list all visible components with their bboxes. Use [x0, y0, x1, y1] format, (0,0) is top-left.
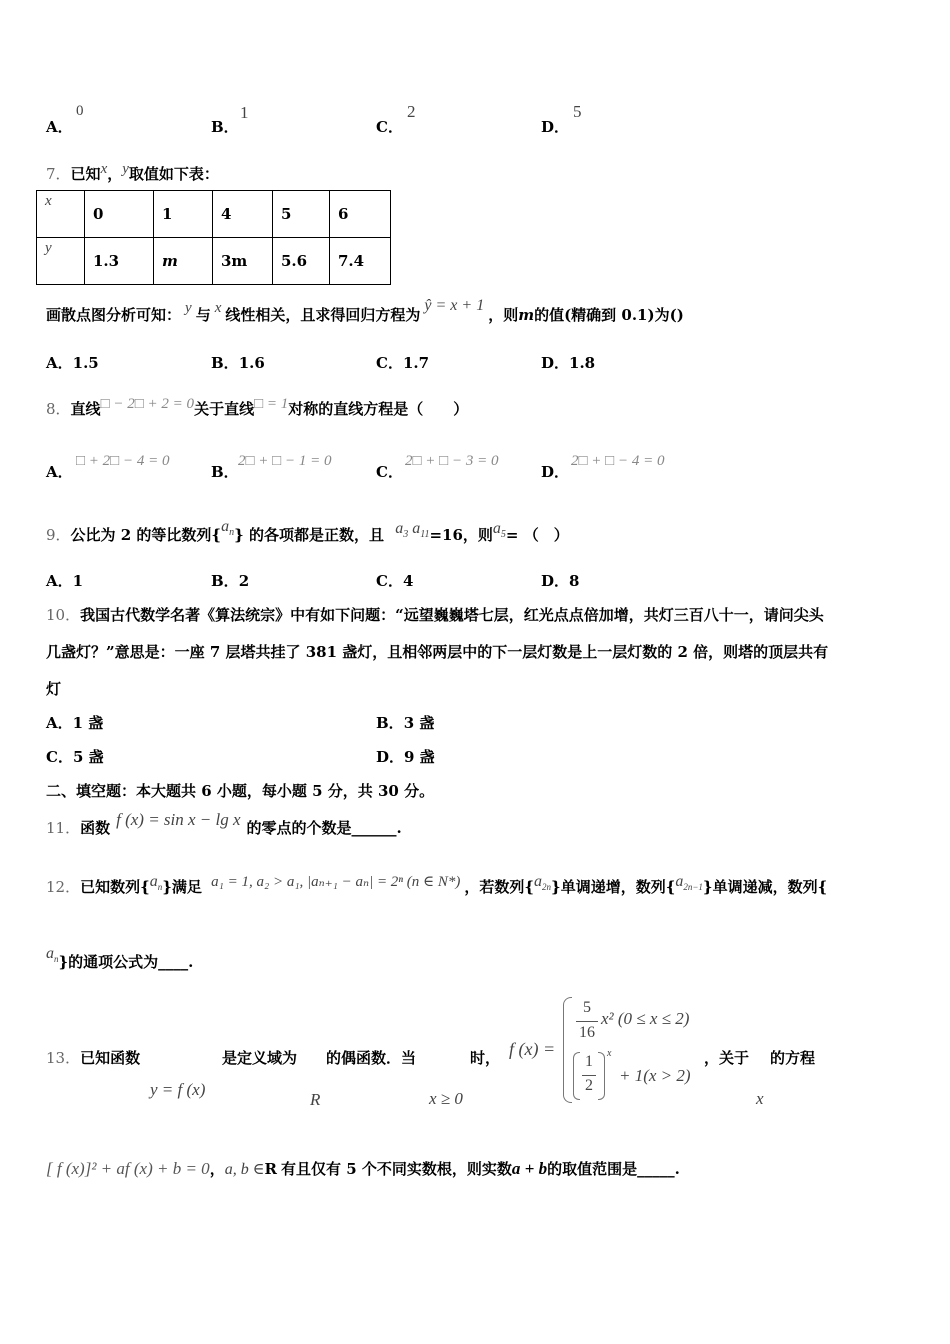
q10-line2: 几盏灯？”意思是：一座 7 层塔共挂了 381 盏灯，且相邻两层中的下一层灯数是上一层灯数的 2 倍，则塔的顶层共有	[46, 643, 829, 661]
table-header-y: y	[37, 238, 85, 285]
q13-var: x	[756, 1089, 764, 1108]
piece2-fraction-bar	[582, 1075, 596, 1076]
q8-option-b: B．	[211, 463, 239, 481]
table-cell: 5	[273, 191, 330, 238]
q8-line1-equation: □ − 2□ + 2 = 0	[100, 396, 195, 412]
piece1-fraction-bar	[576, 1021, 598, 1022]
q6-option-d: D．	[541, 118, 570, 136]
q8-option-d: D．	[541, 463, 570, 481]
q10-option-b: B．3 盏	[376, 714, 435, 732]
table-cell: 4	[213, 191, 273, 238]
q10-option-a: A．1 盏	[46, 714, 104, 732]
table-cell: 7.4	[330, 238, 391, 285]
q10-option-d: D．9 盏	[376, 748, 435, 766]
q9-option-d: D．8	[541, 572, 580, 590]
piece2-rest: + 1(x > 2)	[619, 1066, 691, 1085]
q7-option-b: B．1.6	[211, 354, 265, 372]
q9-stem: 9．公比为 2 的等比数列$\{a_n\}$ 的各项都是正数，且 $a_3$ $a_{11}=16$，则$a_5=$ （ ）	[46, 518, 569, 544]
table-cell: 1.3	[85, 238, 154, 285]
q13-text-b: 是定义域为	[222, 1049, 298, 1067]
regression-equation: ŷ = x + 1	[424, 297, 485, 314]
q13-condition: x ≥ 0	[429, 1089, 463, 1108]
q11-function: f (x) = sin x − lg x	[116, 810, 241, 829]
piece2-paren-left	[573, 1052, 580, 1100]
q8-option-a: A．	[46, 463, 73, 481]
table-cell: m	[154, 238, 213, 285]
q13-text-f: 的方程	[770, 1049, 816, 1067]
q13-function: y = f (x)	[150, 1080, 206, 1099]
q8-line2-equation: □ = 1	[254, 396, 289, 412]
piecewise-brace	[563, 997, 572, 1103]
q9-option-a: A．1	[46, 572, 84, 590]
q6-option-b: B．	[211, 118, 239, 136]
q7-table	[36, 190, 391, 285]
q13-piecewise-lhs: f (x) =	[509, 1039, 556, 1059]
q13-text-e: ，关于	[704, 1049, 750, 1067]
q12-line2: $a_n$}的通项公式为____.	[46, 945, 194, 971]
q12-condition: a₁ = 1, a₂ > a₁, |aₙ₊₁ − aₙ| = 2ⁿ (n ∈ N*)	[211, 874, 461, 890]
q7-stem: 7．已知x，y取值如下表：	[46, 161, 219, 183]
q7-option-c: C．1.7	[376, 354, 430, 372]
q10-option-c: C．5 盏	[46, 748, 104, 766]
table-cell: 1	[154, 191, 213, 238]
piece1-numerator: 5	[583, 999, 591, 1016]
table-cell: 0	[85, 191, 154, 238]
piece2-denominator: 2	[585, 1077, 593, 1094]
table-header-x: x	[37, 191, 85, 238]
q7-regression-line: 画散点图分析可知： y 与 x 线性相关，且求得回归方程为ŷ = x + 1，则m的值(精确到 0.1)为()	[46, 297, 684, 324]
q6-option-c-value: 2	[407, 102, 416, 121]
q8-option-c-value: 2□ + □ − 3 = 0	[405, 453, 499, 469]
piece1-expression: x² (0 ≤ x ≤ 2)	[601, 1009, 690, 1028]
q7-option-a: A．1.5	[46, 354, 99, 372]
q7-number: 7．	[46, 165, 71, 183]
q8-stem: 8．直线□ − 2□ + 2 = 0关于直线□ = 1对称的直线方程是（ ）	[46, 396, 469, 418]
q13-text-d: 时，	[470, 1049, 501, 1067]
q6-option-d-value: 5	[573, 102, 582, 121]
q8-option-a-value: □ + 2□ − 4 = 0	[76, 453, 170, 469]
q13-domain: R	[310, 1090, 321, 1109]
table-cell: 3m	[213, 238, 273, 285]
table-row-x	[37, 191, 391, 238]
q10-line1: 10．我国古代数学名著《算法统宗》中有如下问题：“远望巍巍塔七层，红光点点倍加增，共灯三百八十一，请问尖头	[46, 606, 824, 624]
piece2-numerator: 1	[585, 1053, 593, 1070]
q6-option-a: A．	[46, 118, 73, 136]
q8-option-c: C．	[376, 463, 403, 481]
q11-stem: 11．函数 f (x) = sin x − lg x 的零点的个数是______.	[46, 810, 402, 837]
q9-option-c: C．4	[376, 572, 414, 590]
table-cell: 5.6	[273, 238, 330, 285]
piece1-denominator: 16	[579, 1024, 595, 1041]
q6-option-b-value: 1	[240, 103, 249, 122]
q7-option-d: D．1.8	[541, 354, 596, 372]
q9-option-b: B．2	[211, 572, 250, 590]
piece2-paren-right	[598, 1052, 605, 1100]
q13-text-c: 的偶函数．当	[326, 1049, 417, 1067]
table-row-y	[37, 238, 391, 285]
q10-line3: 灯	[46, 680, 62, 698]
table-cell: 6	[330, 191, 391, 238]
q13-line2: [ f (x)]² + af (x) + b = 0，a, b ∈R 有且仅有 5 个不同实数根，则实数a + b的取值范围是_____.	[46, 1159, 680, 1178]
q8-option-b-value: 2□ + □ − 1 = 0	[238, 453, 332, 469]
q6-option-c: C．	[376, 118, 403, 136]
section-title-fill-in: 二、填空题：本大题共 6 小题，每小题 5 分，共 30 分。	[46, 782, 435, 800]
q6-option-a-value: 0	[76, 103, 84, 119]
q13-equation: [ f (x)]² + af (x) + b = 0	[46, 1159, 210, 1178]
q13-line1: 13．已知函数	[46, 1049, 141, 1067]
q12-line1: 12．已知数列$\{a_n\}$满足 a₁ = 1, a₂ > a₁, |aₙ₊₁ − aₙ| = 2ⁿ (n ∈ N*) ，若数列$\{a_{2n}\}$单调递增，数列$\{a_{2n-1}\}$单调递减，数列{	[46, 873, 828, 896]
piece2-exponent: x	[607, 1048, 612, 1059]
q8-option-d-value: 2□ + □ − 4 = 0	[571, 453, 665, 469]
